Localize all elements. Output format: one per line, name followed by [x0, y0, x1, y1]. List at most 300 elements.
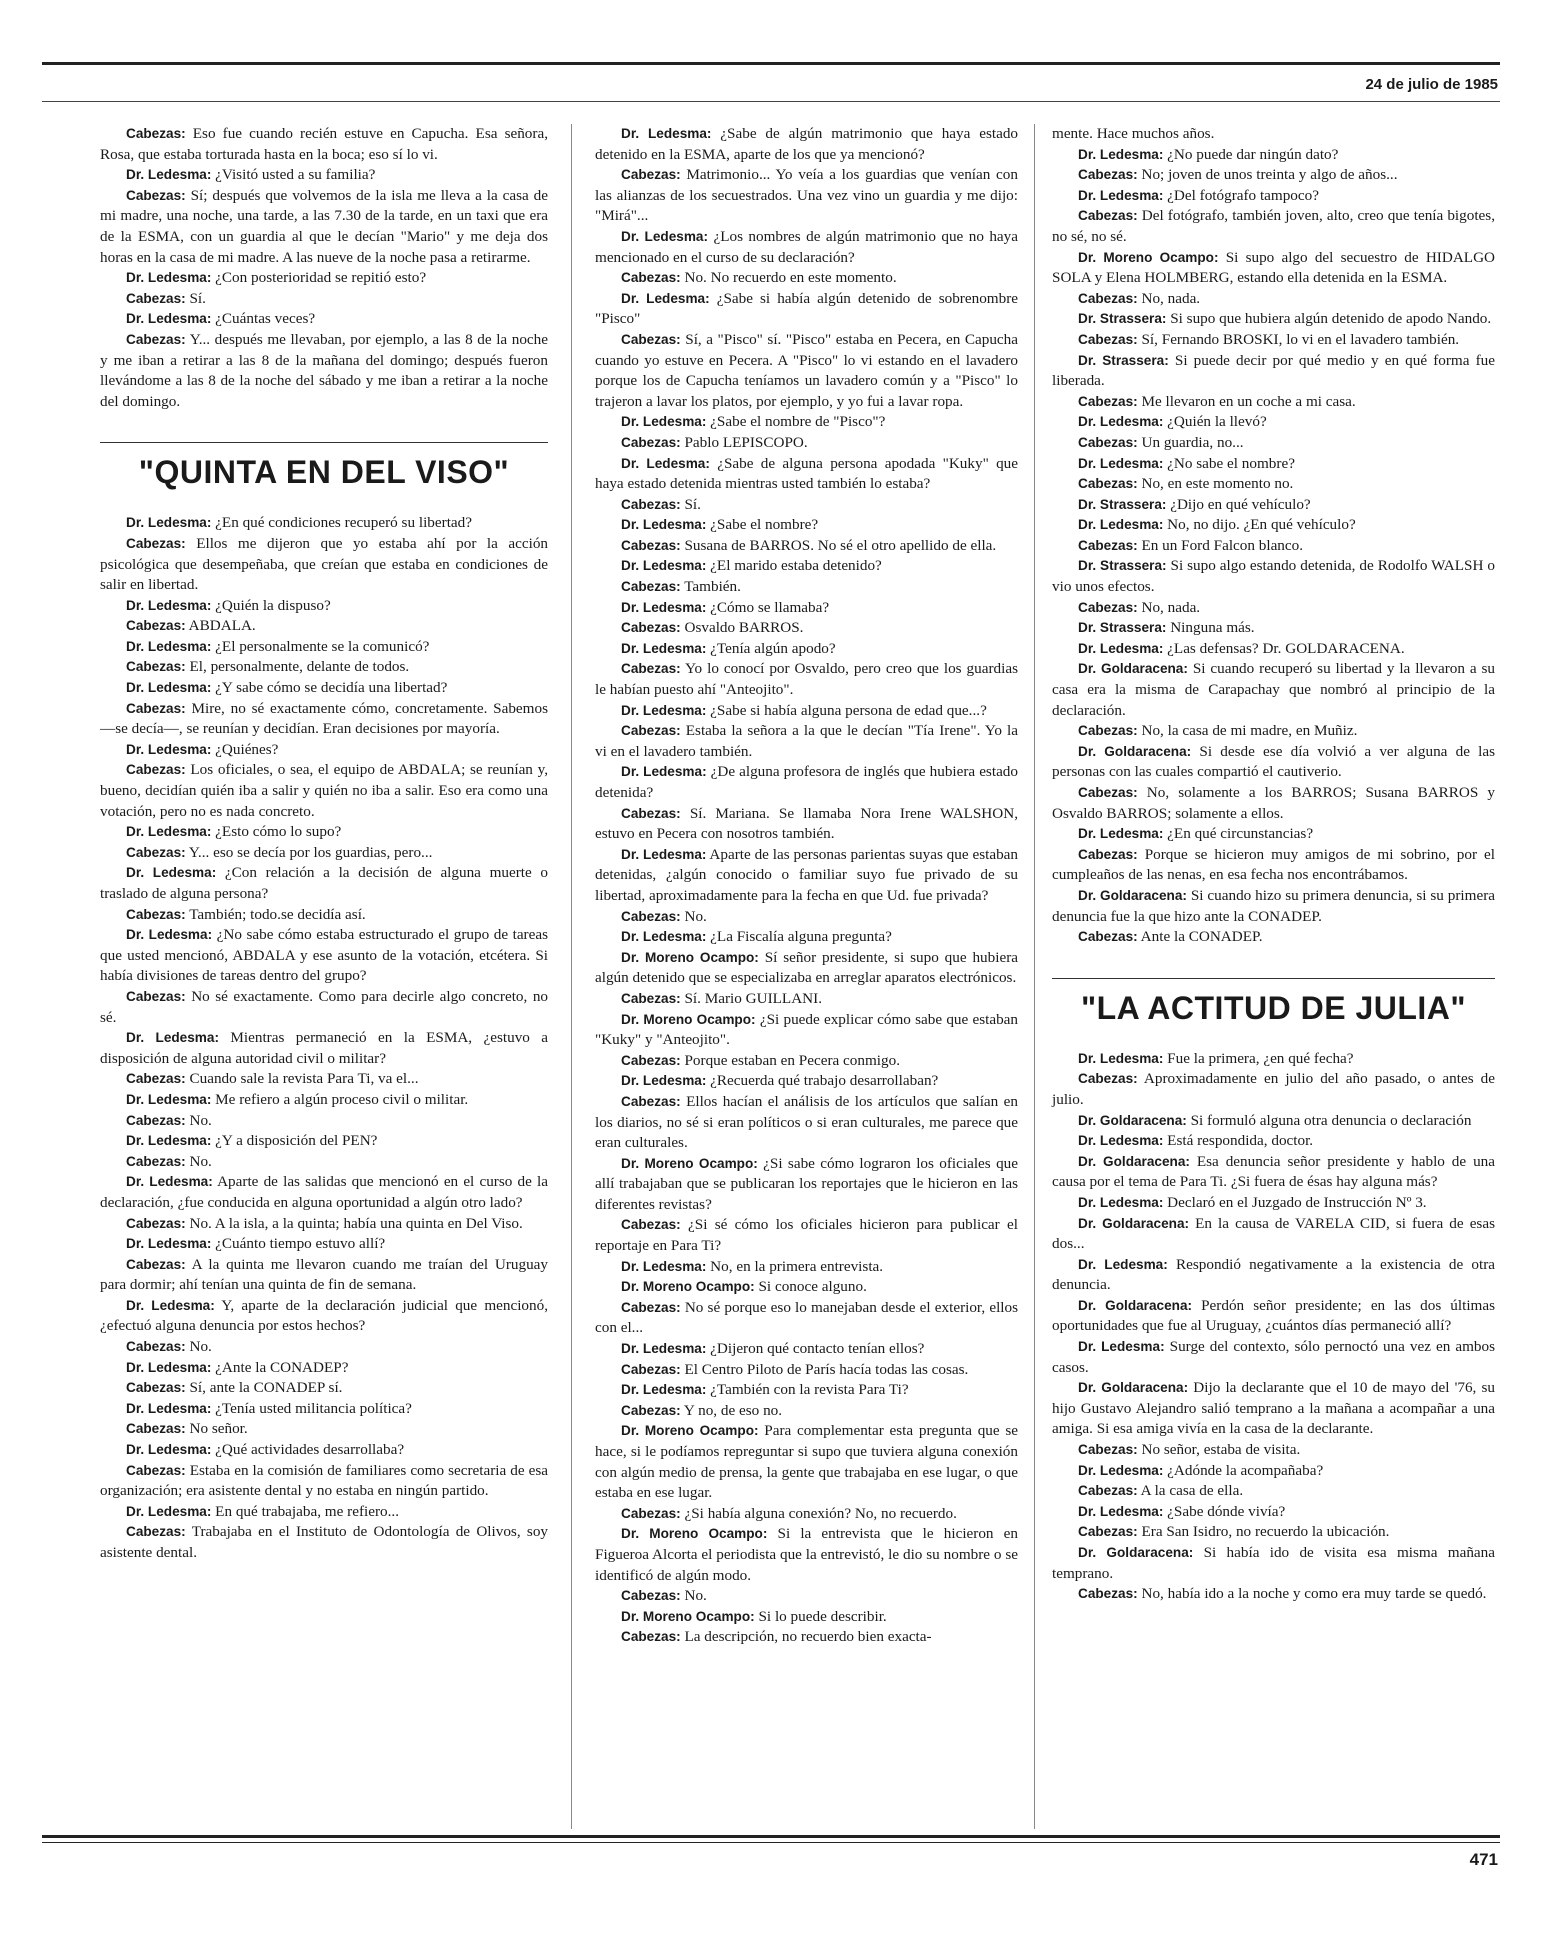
speech-text: Si cuando recuperó su libertad y la llevaron a su casa era la misma de Carapachay que nombró al principio de la declaración.: [1052, 660, 1496, 719]
testimony-paragraph: [1052, 1461, 1495, 1482]
speech-text: En un Ford Falcon blanco.: [1141, 536, 1304, 554]
speech-text: Me refiero a algún proceso civil o militar.: [215, 1090, 469, 1108]
speech-text: El Centro Piloto de París hacía todas las cosas.: [684, 1360, 969, 1378]
speaker-label: Dr. Ledesma:: [1078, 1503, 1164, 1519]
speaker-label: Dr. Ledesma:: [1078, 1194, 1164, 1210]
testimony-paragraph: [100, 330, 548, 412]
testimony-paragraph: [1052, 639, 1495, 660]
speaker-label: Cabezas:: [621, 661, 681, 677]
speaker-label: Cabezas:: [126, 535, 186, 551]
speaker-label: Cabezas:: [1078, 537, 1138, 553]
speaker-label: Dr. Ledesma:: [621, 702, 707, 718]
speech-text: No sé exactamente. Como para decirle algo concreto, no sé.: [100, 987, 549, 1026]
testimony-paragraph: [595, 330, 1018, 412]
testimony-paragraph: [595, 701, 1018, 722]
column-1: [100, 124, 548, 1564]
section-heading: "QUINTA EN DEL VISO": [100, 442, 548, 491]
testimony-paragraph: [100, 289, 548, 310]
testimony-paragraph: [1052, 598, 1495, 619]
testimony-paragraph: [595, 721, 1018, 762]
testimony-paragraph: [100, 165, 548, 186]
testimony-paragraph: [100, 1419, 548, 1440]
testimony-paragraph: [100, 186, 548, 268]
speech-text: No, solamente a los BARROS; Susana BARROS y Osvaldo BARROS; solamente a ellos.: [1052, 784, 1496, 822]
speech-text: ¿Recuerda qué trabajo desarrollaban?: [710, 1072, 939, 1090]
speaker-label: Dr. Ledesma:: [621, 846, 707, 862]
speaker-label: Dr. Ledesma:: [621, 290, 710, 306]
speaker-label: Dr. Moreno Ocampo:: [621, 1526, 768, 1542]
speech-text: Aparte de las salidas que mencionó en el curso de la declaración, ¿fue conducida en alguna oportunidad a algún otro lado?: [100, 1173, 548, 1211]
speaker-label: Cabezas:: [126, 1380, 186, 1396]
testimony-paragraph: [100, 1358, 548, 1379]
speech-text: ¿Si sé cómo los oficiales hicieron para publicar el reportaje en Para Ti?: [595, 1216, 1018, 1255]
speech-text: ¿De alguna profesora de inglés que hubiera estado detenida?: [595, 763, 1018, 801]
speaker-label: Cabezas:: [621, 908, 681, 924]
speaker-label: Cabezas:: [621, 1052, 681, 1068]
bottom-rule-thin: [42, 1842, 1500, 1843]
testimony-paragraph: [595, 1339, 1018, 1360]
testimony-paragraph: [1052, 1522, 1495, 1543]
speech-text: Sí, a "Pisco" sí. "Pisco" estaba en Pecera, en Capucha cuando yo estuve en Pecera. A "Pisco" lo vi estando en el lavadero porque los de Capucha teníamos un lavadero común y a "Pisco" lo trajeron a lavar los platos, por ejemplo, y yo fui a lavar ropa.: [595, 330, 1018, 410]
testimony-paragraph: [595, 1071, 1018, 1092]
speech-text: Si había ido de visita esa misma mañana temprano.: [1052, 1544, 1495, 1582]
speech-text: ¿En qué circunstancias?: [1167, 825, 1314, 843]
speaker-label: Cabezas:: [126, 906, 186, 922]
speaker-label: Cabezas:: [126, 290, 186, 306]
testimony-paragraph: [1052, 248, 1495, 289]
speaker-label: Dr. Ledesma:: [621, 764, 707, 780]
speaker-label: Cabezas:: [1078, 1442, 1138, 1458]
testimony-paragraph: [1052, 309, 1495, 330]
speech-text: Perdón señor presidente; en las dos últimas oportunidades que fue al Uruguay, ¿cuántos días permaneció allí?: [1052, 1296, 1495, 1335]
speaker-label: Dr. Strassera:: [1078, 352, 1169, 368]
speech-text: Sí; después que volvemos de la isla me lleva a la casa de mi madre, una noche, una tarde, a las 7.30 de la tarde, en un taxi que era de la ESMA, con un guardia al que le decían "Mario" y me deja dos horas en la casa de mi madre. A las nueve de la noche pasa a retirarme.: [100, 186, 548, 266]
speaker-label: Dr. Ledesma:: [126, 1297, 215, 1313]
column-2: [595, 124, 1018, 1648]
speaker-label: Cabezas:: [621, 537, 681, 553]
speaker-label: Dr. Ledesma:: [621, 1073, 707, 1089]
speaker-label: Dr. Goldaracena:: [1078, 1153, 1190, 1169]
speaker-label: Dr. Ledesma:: [126, 1030, 219, 1046]
testimony-paragraph: [595, 1421, 1018, 1503]
speaker-label: Dr. Ledesma:: [621, 455, 710, 471]
testimony-paragraph: [100, 596, 548, 617]
speech-text: Surge del contexto, sólo pernoctó una vez en ambos casos.: [1052, 1338, 1496, 1376]
speech-text: Si cuando hizo su primera denuncia, si su primera denuncia fue la que hizo ante la CONADEP.: [1052, 886, 1495, 925]
testimony-paragraph: [595, 1524, 1018, 1586]
speech-text: Pablo LEPISCOPO.: [684, 433, 808, 451]
speaker-label: Cabezas:: [126, 1339, 186, 1355]
speech-text: No, nada.: [1141, 289, 1201, 307]
speaker-label: Cabezas:: [1078, 929, 1138, 945]
speaker-label: Cabezas:: [126, 844, 186, 860]
speech-text: ¿Las defensas? Dr. GOLDARACENA.: [1167, 639, 1405, 657]
speaker-label: Dr. Goldaracena:: [1078, 1112, 1187, 1128]
testimony-paragraph: [1052, 454, 1495, 475]
speech-text: Y... después me llevaban, por ejemplo, a las 8 de la noche y me iban a retirar a las 8 de la mañana del domingo; después fueron llevándome a las 8 de la noche del sábado y me iban a retirar a la noche del domingo.: [100, 330, 548, 410]
speech-text: ¿Sabe el nombre de "Pisco"?: [710, 413, 886, 431]
testimony-paragraph: [1052, 1440, 1495, 1461]
speaker-label: Dr. Ledesma:: [126, 1236, 212, 1252]
speaker-label: Dr. Ledesma:: [126, 270, 212, 286]
speaker-label: Cabezas:: [126, 126, 186, 141]
speech-text: Osvaldo BARROS.: [684, 619, 804, 637]
testimony-paragraph: [100, 1502, 548, 1523]
testimony-paragraph: [595, 454, 1018, 495]
testimony-paragraph: [1052, 1502, 1495, 1523]
speaker-label: Dr. Ledesma:: [621, 599, 707, 615]
speech-text: Sí señor presidente, si supo que hubiera algún detenido que se especializaba en arreglar aparatos electrónicos.: [595, 948, 1019, 987]
speech-text: No.: [189, 1152, 212, 1170]
speech-text: No.: [684, 1587, 707, 1605]
speech-text: Si puede decir por qué medio y en qué forma fue liberada.: [1052, 351, 1496, 390]
testimony-paragraph: [595, 268, 1018, 289]
speech-text: Los oficiales, o sea, el equipo de ABDALA; se reunían y, bueno, decidían quién iba a salir y quién no iba a salir. Eso era como una votación, pero no es nada concreto.: [100, 761, 548, 820]
testimony-paragraph: [595, 1257, 1018, 1278]
speaker-label: Dr. Ledesma:: [621, 1341, 707, 1357]
testimony-paragraph: [595, 227, 1018, 268]
speaker-label: Cabezas:: [126, 988, 186, 1004]
speech-text: Era San Isidro, no recuerdo la ubicación.: [1141, 1523, 1390, 1541]
speaker-label: Cabezas:: [621, 270, 681, 286]
speaker-label: Dr. Goldaracena:: [1078, 743, 1192, 759]
speech-text: Un guardia, no...: [1141, 433, 1244, 451]
speech-text: Cuando sale la revista Para Ti, va el...: [189, 1070, 419, 1088]
testimony-paragraph: [595, 907, 1018, 928]
speaker-label: Dr. Goldaracena:: [1078, 661, 1188, 677]
speech-text: ¿Sabe dónde vivía?: [1167, 1502, 1286, 1520]
testimony-paragraph: [1052, 1214, 1495, 1255]
testimony-paragraph: [100, 534, 548, 596]
speaker-label: Cabezas:: [126, 1215, 186, 1231]
speech-text: Y... eso se decía por los guardias, pero...: [188, 843, 433, 861]
speaker-label: Cabezas:: [1078, 208, 1138, 224]
speaker-label: Dr. Goldaracena:: [1078, 1215, 1190, 1231]
speaker-label: Dr. Ledesma:: [1078, 146, 1164, 162]
speaker-label: Dr. Strassera:: [1078, 311, 1167, 327]
testimony-paragraph: [1052, 392, 1495, 413]
speech-text: ¿Dijeron qué contacto tenían ellos?: [710, 1340, 925, 1358]
speech-text: No, no dijo. ¿En qué vehículo?: [1167, 516, 1356, 534]
testimony-paragraph: [100, 1028, 548, 1069]
testimony-paragraph: [100, 678, 548, 699]
speech-text: ¿Quiénes?: [215, 740, 279, 758]
testimony-paragraph: [1052, 495, 1495, 516]
speech-text: Ante la CONADEP.: [1140, 928, 1263, 946]
speech-text: ¿No sabe cómo estaba estructurado el grupo de tareas que usted mencionó, ABDALA y ese asunto de la votación, etcétera. Si había divisiones de tareas dentro del grupo?: [100, 926, 549, 985]
section-heading: "LA ACTITUD DE JULIA": [1052, 978, 1495, 1027]
speaker-label: Cabezas:: [621, 723, 681, 739]
testimony-paragraph: [1052, 1152, 1495, 1193]
speech-text: ¿Visitó usted a su familia?: [215, 166, 376, 184]
testimony-paragraph: [100, 905, 548, 926]
speaker-label: Dr. Strassera:: [1078, 496, 1167, 512]
testimony-paragraph: [100, 1296, 548, 1337]
speaker-label: Dr. Moreno Ocampo:: [621, 1155, 758, 1171]
testimony-paragraph: [1052, 556, 1495, 597]
speech-text: ¿Ante la CONADEP?: [215, 1358, 349, 1376]
speaker-label: Dr. Goldaracena:: [1078, 1380, 1189, 1396]
speaker-label: Cabezas:: [621, 805, 681, 821]
speech-text: Susana de BARROS. No sé el otro apellido de ella.: [684, 536, 997, 554]
speech-text: ¿Si había alguna conexión? No, no recuerdo.: [684, 1504, 957, 1522]
speech-text: Aproximadamente en julio del año pasado, o antes de julio.: [1052, 1070, 1495, 1108]
speech-text: Matrimonio... Yo veía a los guardias que venían con las alianzas de los secuestrados. Una vez vino un guardia y me dijo: "Mirá"...: [595, 166, 1018, 225]
speech-text: Si supo que hubiera algún detenido de apodo Nando.: [1170, 310, 1492, 328]
speaker-label: Dr. Ledesma:: [126, 680, 212, 696]
speech-text: No.: [684, 907, 707, 925]
speaker-label: Dr. Ledesma:: [1078, 1462, 1164, 1478]
speech-text: En la causa de VARELA CID, si fuera de esas dos...: [1052, 1214, 1495, 1253]
testimony-paragraph: [1052, 145, 1495, 166]
testimony-paragraph: [595, 124, 1018, 165]
testimony-paragraph: [1052, 886, 1495, 927]
speech-text: A la quinta me llevaron cuando me traían del Uruguay para dormir; ahí tenían una quinta de fin de semana.: [100, 1255, 548, 1294]
speech-text: ¿En qué condiciones recuperó su libertad?: [215, 514, 472, 532]
testimony-paragraph: [595, 289, 1018, 330]
testimony-paragraph: [595, 1277, 1018, 1298]
speech-text: ¿Qué actividades desarrollaba?: [215, 1441, 405, 1459]
speaker-label: Dr. Ledesma:: [621, 558, 707, 574]
testimony-paragraph: [100, 309, 548, 330]
testimony-paragraph: [100, 843, 548, 864]
testimony-paragraph: [100, 987, 548, 1028]
testimony-paragraph: [100, 1131, 548, 1152]
testimony-paragraph: [595, 1380, 1018, 1401]
speech-text: No señor.: [189, 1420, 248, 1438]
speech-text: Si la entrevista que le hicieron en Figueroa Alcorta el periodista que la entrevistó, le dio su nombre o se identificó de algún modo.: [595, 1525, 1018, 1584]
testimony-paragraph: [100, 1152, 548, 1173]
speaker-label: Cabezas:: [1078, 393, 1138, 409]
testimony-paragraph: [1052, 536, 1495, 557]
speech-text: ¿No sabe el nombre?: [1167, 454, 1295, 472]
speech-text: ¿Sabe de alguna persona apodada "Kuky" que haya estado detenida mientras usted también lo estaba?: [595, 454, 1019, 493]
speech-text: No. A la isla, a la quinta; había una quinta en Del Viso.: [189, 1214, 523, 1232]
testimony-paragraph: [1052, 433, 1495, 454]
speaker-label: Cabezas:: [621, 579, 681, 595]
page-number: 471: [1469, 1850, 1498, 1869]
testimony-paragraph: [595, 659, 1018, 700]
speaker-label: Dr. Strassera:: [1078, 620, 1167, 636]
testimony-paragraph: [100, 637, 548, 658]
testimony-paragraph: [100, 513, 548, 534]
testimony-paragraph: [595, 948, 1018, 989]
speech-text: ¿Si sabe cómo lograron los oficiales que allí trabajaban que se publicaran los reportajes que le hicieron en las diferentes revistas?: [595, 1154, 1018, 1213]
testimony-paragraph: [595, 577, 1018, 598]
speaker-label: Dr. Ledesma:: [621, 228, 709, 244]
speech-text: ¿Tenía usted militancia política?: [215, 1399, 412, 1417]
speech-text: Porque se hicieron muy amigos de mi sobrino, por el cumpleaños de las nenas, en esa fecha nos encontrábamos.: [1052, 845, 1496, 884]
speech-text: ¿El marido estaba detenido?: [710, 557, 882, 575]
testimony-paragraph: [100, 124, 548, 165]
speaker-label: Dr. Moreno Ocampo:: [621, 1423, 759, 1439]
testimony-paragraph: [100, 1440, 548, 1461]
speaker-label: Dr. Ledesma:: [126, 1503, 212, 1519]
testimony-paragraph: [595, 598, 1018, 619]
testimony-paragraph: [1052, 1131, 1495, 1152]
speech-text: Yo lo conocí por Osvaldo, pero creo que los guardias le habían puesto ahí "Anteojito".: [595, 660, 1018, 699]
testimony-paragraph: [1052, 351, 1495, 392]
continued-text: mente. Hace muchos años.: [1052, 125, 1215, 142]
bottom-rule: [42, 1835, 1500, 1838]
speaker-label: Cabezas:: [126, 1462, 186, 1478]
speaker-label: Dr. Ledesma:: [126, 597, 212, 613]
testimony-paragraph: [595, 1401, 1018, 1422]
testimony-paragraph: [595, 762, 1018, 803]
speaker-label: Cabezas:: [126, 187, 186, 203]
speech-text: ¿El personalmente se la comunicó?: [215, 637, 430, 655]
testimony-paragraph: [1052, 721, 1495, 742]
testimony-paragraph: [1052, 1255, 1495, 1296]
speech-text: Y, aparte de la declaración judicial que mencionó, ¿efectuó alguna denuncia por estos hechos?: [100, 1296, 549, 1335]
testimony-paragraph: [1052, 1193, 1495, 1214]
testimony-paragraph: [100, 1255, 548, 1296]
testimony-paragraph: [595, 927, 1018, 948]
speaker-label: Cabezas:: [1078, 1524, 1138, 1540]
speech-text: Declaró en el Juzgado de Instrucción Nº 3.: [1167, 1193, 1427, 1211]
testimony-paragraph: [1052, 1378, 1495, 1440]
speaker-label: Dr. Ledesma:: [1078, 640, 1164, 656]
speech-text: Eso fue cuando recién estuve en Capucha. Esa señora, Rosa, que estaba torturada hasta en la boca; eso sí lo vi.: [100, 125, 548, 163]
speaker-label: Cabezas:: [1078, 723, 1138, 739]
speaker-label: Dr. Ledesma:: [1078, 1256, 1168, 1272]
testimony-paragraph: [595, 1215, 1018, 1256]
speech-text: ¿No puede dar ningún dato?: [1167, 145, 1339, 163]
testimony-paragraph: [595, 1360, 1018, 1381]
speech-text: Aparte de las personas parientas suyas que estaban detenidas, ¿algún conocido o familiar suyo fue privado de su libertad, aproximadamente para la fecha en que Ud. fue privada?: [595, 845, 1018, 904]
speech-text: También.: [684, 578, 741, 596]
testimony-paragraph: [1052, 124, 1495, 145]
testimony-paragraph: [100, 822, 548, 843]
testimony-paragraph: [595, 1607, 1018, 1628]
speech-text: ¿Cuántas veces?: [215, 310, 316, 328]
speaker-label: Dr. Ledesma:: [621, 1258, 707, 1274]
testimony-paragraph: [100, 760, 548, 822]
testimony-paragraph: [595, 495, 1018, 516]
speaker-label: Cabezas:: [1078, 1071, 1138, 1087]
testimony-paragraph: [595, 845, 1018, 907]
speaker-label: Cabezas:: [126, 762, 186, 778]
speaker-label: Dr. Moreno Ocampo:: [1078, 249, 1219, 265]
page-date: 24 de julio de 1985: [1365, 76, 1498, 93]
testimony-paragraph: [595, 1092, 1018, 1154]
testimony-paragraph: [100, 1378, 548, 1399]
testimony-paragraph: [595, 804, 1018, 845]
speech-text: No señor, estaba de visita.: [1141, 1441, 1301, 1459]
speaker-label: Cabezas:: [1078, 846, 1138, 862]
testimony-paragraph: [595, 639, 1018, 660]
speaker-label: Dr. Goldaracena:: [1078, 1545, 1194, 1560]
speech-text: ¿También con la revista Para Ti?: [710, 1381, 909, 1399]
speech-text: ¿Esto cómo lo supo?: [215, 823, 342, 841]
speech-text: ¿La Fiscalía alguna pregunta?: [710, 928, 892, 946]
speech-text: ¿Quién la llevó?: [1167, 413, 1267, 431]
speaker-label: Dr. Ledesma:: [1078, 1339, 1165, 1355]
testimony-paragraph: [595, 1298, 1018, 1339]
speech-text: ¿Sabe el nombre?: [710, 516, 819, 534]
speaker-label: Cabezas:: [126, 1071, 186, 1087]
speech-text: Sí, Fernando BROSKI, lo vi en el lavadero también.: [1141, 330, 1460, 348]
testimony-paragraph: [595, 618, 1018, 639]
speech-text: No, la casa de mi madre, en Muñiz.: [1141, 722, 1358, 740]
speaker-label: Cabezas:: [621, 1629, 681, 1645]
speaker-label: Dr. Ledesma:: [126, 167, 212, 183]
speaker-label: Dr. Ledesma:: [126, 1442, 212, 1458]
speaker-label: Dr. Ledesma:: [1078, 414, 1164, 430]
testimony-paragraph: [1052, 659, 1495, 721]
speaker-label: Cabezas:: [126, 700, 186, 716]
speech-text: Dijo la declarante que el 10 de mayo del '76, su hijo Gustavo Alejandro salió temprano a la mañana a acompañar a una amiga. Si esa amiga vivía en la casa de la declarante.: [1052, 1379, 1495, 1438]
testimony-paragraph: [1052, 1049, 1495, 1070]
speaker-label: Dr. Moreno Ocampo:: [621, 1608, 755, 1624]
speaker-label: Dr. Ledesma:: [126, 638, 212, 654]
testimony-paragraph: [100, 1069, 548, 1090]
speaker-label: Cabezas:: [126, 618, 186, 634]
testimony-paragraph: [100, 1399, 548, 1420]
speech-text: Mientras permaneció en la ESMA, ¿estuvo a disposición de alguna autoridad civil o militar?: [100, 1029, 549, 1067]
speech-text: No.: [189, 1111, 212, 1129]
speech-text: ¿Cuánto tiempo estuvo allí?: [215, 1235, 386, 1253]
speaker-label: Cabezas:: [126, 1421, 186, 1437]
testimony-paragraph: [595, 165, 1018, 227]
testimony-paragraph: [1052, 1584, 1495, 1605]
speech-text: Sí. Mario GUILLANI.: [684, 989, 822, 1007]
speaker-label: Cabezas:: [621, 620, 681, 636]
speech-text: Sí. Mariana. Se llamaba Nora Irene WALSHON, estuvo en Pecera con nosotros también.: [595, 804, 1018, 843]
testimony-paragraph: [595, 536, 1018, 557]
speech-text: No.: [189, 1338, 212, 1356]
speaker-label: Dr. Ledesma:: [621, 414, 707, 430]
testimony-paragraph: [1052, 1111, 1495, 1132]
speech-text: A la casa de ella.: [1140, 1482, 1244, 1500]
speaker-label: Dr. Ledesma:: [126, 1174, 213, 1190]
speaker-label: Dr. Ledesma:: [621, 1382, 707, 1398]
testimony-paragraph: [595, 433, 1018, 454]
speaker-label: Dr. Moreno Ocampo:: [621, 1011, 756, 1027]
testimony-paragraph: [100, 1214, 548, 1235]
speech-text: Respondió negativamente a la existencia de otra denuncia.: [1052, 1255, 1496, 1294]
speech-text: ¿Si puede explicar cómo sabe que estaban "Kuky" y "Anteojito".: [595, 1010, 1019, 1049]
testimony-paragraph: [595, 556, 1018, 577]
speaker-label: Cabezas:: [621, 1217, 681, 1233]
speaker-label: Dr. Ledesma:: [126, 1359, 212, 1375]
speech-text: Sí, ante la CONADEP sí.: [189, 1379, 343, 1397]
speaker-label: Cabezas:: [621, 1505, 681, 1521]
speech-text: ¿Sabe si había alguna persona de edad que...?: [710, 701, 987, 719]
testimony-paragraph: [100, 1234, 548, 1255]
speaker-label: Dr. Ledesma:: [126, 824, 212, 840]
testimony-paragraph: [100, 616, 548, 637]
speech-text: Está respondida, doctor.: [1167, 1132, 1314, 1150]
testimony-paragraph: [595, 1010, 1018, 1051]
speaker-label: Cabezas:: [621, 331, 681, 347]
speech-text: Fue la primera, ¿en qué fecha?: [1167, 1049, 1354, 1067]
speech-text: Ellos hacían el análisis de los artículos que salían en los diarios, no sé si eran políticos o si eran culturales, me parece que eran culturales.: [595, 1092, 1018, 1152]
speaker-label: Cabezas:: [1078, 476, 1138, 492]
speaker-label: Dr. Ledesma:: [126, 927, 213, 943]
speech-text: ¿Y sabe cómo se decidía una libertad?: [215, 679, 448, 697]
speaker-label: Cabezas:: [126, 1256, 186, 1272]
speaker-label: Cabezas:: [126, 331, 186, 347]
speech-text: Si desde ese día volvió a ver alguna de las personas con las cuales compartió el cautiverio.: [1052, 742, 1496, 781]
speech-text: No. No recuerdo en este momento.: [684, 269, 897, 287]
testimony-paragraph: [595, 412, 1018, 433]
speaker-label: Dr. Moreno Ocampo:: [621, 949, 759, 965]
speech-text: ABDALA.: [188, 617, 256, 635]
speech-text: Ellos me dijeron que yo estaba ahí por la acción psicológica que desempeñaba, que creían que estaba en condiciones de salir en libertad.: [100, 534, 549, 594]
speech-text: Estaba en la comisión de familiares como secretaria de esa organización; era asistente dental y no estaba en ningún partido.: [100, 1461, 548, 1500]
speaker-label: Cabezas:: [1078, 167, 1138, 183]
